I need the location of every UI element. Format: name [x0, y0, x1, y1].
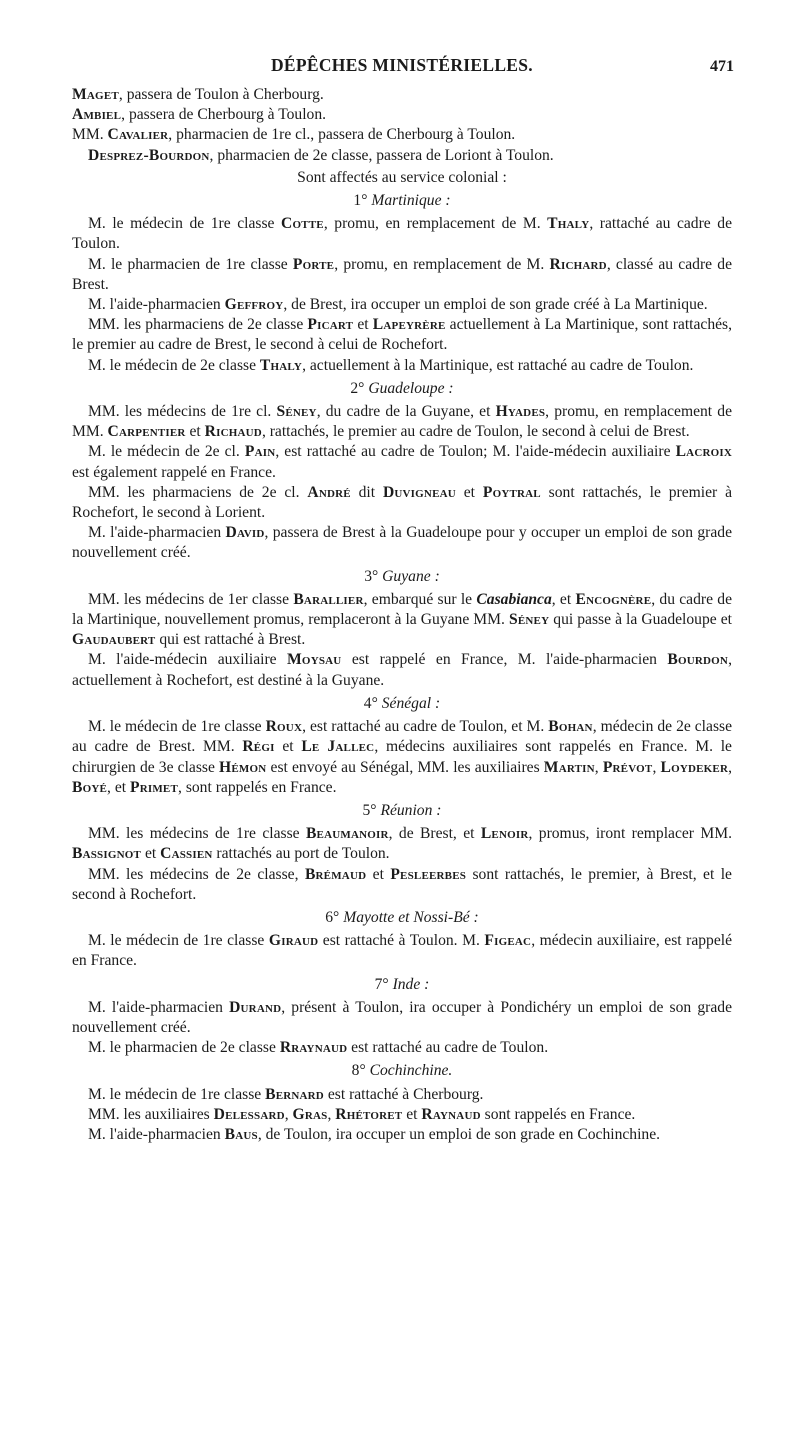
person-name: Lenoir	[480, 825, 529, 843]
text-run: ,	[728, 758, 733, 776]
text-run: 5°	[362, 801, 377, 819]
person-name: Picart	[307, 316, 354, 334]
person-name: Rraynaud	[279, 1039, 348, 1057]
text-run: , du cadre de la Guyane, et	[316, 403, 496, 421]
person-name: Durand	[229, 998, 282, 1016]
text-run: , promu, en remplacement de MM.	[72, 403, 732, 441]
section-heading-inde	[72, 975, 732, 995]
text-run: , passera de Brest à la Guadeloupe pour y occuper un emploi de son grade nouvellement créé.	[72, 524, 732, 562]
person-name: Lapeyrère	[372, 316, 446, 334]
text-run: et	[402, 1105, 422, 1123]
text-run: et	[274, 738, 302, 756]
section-title: Réunion :	[380, 801, 442, 819]
paragraph	[72, 824, 732, 864]
text-run: 4°	[363, 694, 378, 712]
text-run: , promu, en remplacement de M.	[323, 215, 548, 233]
text-run: , est rattaché au cadre de Toulon, et M.	[302, 718, 549, 736]
text-run: M. le médecin de 1re classe	[88, 932, 269, 950]
paragraph	[72, 442, 732, 482]
paragraph	[72, 483, 732, 523]
person-name: Cavalier	[107, 126, 169, 144]
text-run: , rattaché au cadre de Toulon.	[72, 215, 732, 253]
section-heading-guadeloupe	[72, 379, 732, 399]
text-run: , de Toulon, ira occuper un emploi de son grade en Cochinchine.	[257, 1125, 661, 1143]
paragraph-maget	[72, 85, 732, 105]
person-name: Régi	[242, 738, 275, 756]
paragraph	[72, 255, 732, 295]
section-heading-guyane	[72, 567, 732, 587]
text-run: ,	[327, 1105, 336, 1123]
section-heading-reunion	[72, 801, 732, 821]
page-number: 471	[710, 58, 734, 75]
paragraph	[72, 1038, 732, 1058]
person-name: Pesleerbes	[390, 865, 467, 883]
paragraph	[72, 1085, 732, 1105]
text-run: M. l'aide-pharmacien	[88, 296, 225, 314]
person-name: David	[225, 524, 265, 542]
text-run: MM.	[72, 126, 108, 144]
text-run: et	[366, 865, 391, 883]
text-run: 7°	[374, 975, 389, 993]
paragraph	[72, 1125, 732, 1145]
paragraph	[72, 931, 732, 971]
ship-name: Casabianca	[476, 590, 552, 608]
section-heading-cochinchine	[72, 1061, 732, 1081]
person-name: Bernard	[265, 1085, 324, 1103]
text-run: qui est rattaché à Brest.	[155, 631, 306, 649]
text-run: , est rattaché au cadre de Toulon; M. l'aide-médecin auxiliaire	[275, 443, 676, 461]
running-header	[72, 55, 732, 85]
person-name: Richard	[549, 255, 607, 273]
text-run: M. le médecin de 1re classe	[88, 1085, 266, 1103]
text-run: 2°	[350, 379, 365, 397]
text-run: , et	[551, 590, 576, 608]
section-title: Guadeloupe :	[368, 379, 454, 397]
section-heading-mayotte	[72, 908, 732, 928]
text-run: , embarqué sur le	[363, 590, 477, 608]
person-name: Figeac	[484, 932, 532, 950]
text-run: est également rappelé en France.	[72, 463, 276, 481]
person-name: Lacroix	[675, 443, 732, 461]
text-run: MM. les médecins de 1re cl.	[88, 403, 277, 421]
text-run: , et	[107, 778, 130, 796]
person-name: Richaud	[204, 423, 262, 441]
person-name: Hémon	[219, 758, 267, 776]
text-run: , promus, iront remplacer MM.	[528, 825, 732, 843]
paragraph	[72, 998, 732, 1038]
text-run: , classé au cadre de Brest.	[72, 255, 732, 293]
person-name: Hyades	[495, 403, 546, 421]
person-name: Gaudaubert	[72, 631, 156, 649]
person-name: Brémaud	[304, 865, 367, 883]
person-name: Martin	[543, 758, 595, 776]
text-run: , passera de Cherbourg à Toulon.	[121, 106, 327, 124]
text-run: ,	[594, 758, 603, 776]
text-run: MM. les médecins de 1re classe	[88, 825, 306, 843]
text-run: est rattaché à Toulon. M.	[318, 932, 485, 950]
person-name: Le Jallec	[301, 738, 375, 756]
person-name: Loydeker	[660, 758, 729, 776]
person-name: Moysau	[287, 651, 342, 669]
text-run: MM. les pharmaciens de 2e classe	[88, 316, 308, 334]
text-run: M. le médecin de 1re classe	[88, 215, 281, 233]
text-run: M. le médecin de 2e classe	[88, 356, 260, 374]
text-run: M. l'aide-médecin auxiliaire	[88, 651, 288, 669]
text-run: , actuellement à Rochefort, est destiné à la Guyane.	[72, 651, 732, 689]
text-run: ,	[284, 1105, 293, 1123]
text-run: et	[141, 845, 161, 863]
person-name: Séney	[276, 403, 317, 421]
text-run: qui passe à la Guadeloupe et	[549, 611, 732, 629]
person-name: Baus	[224, 1125, 258, 1143]
text-run: rattachés au port de Toulon.	[212, 845, 390, 863]
text-run: 3°	[364, 567, 379, 585]
person-name: Raynaud	[421, 1105, 481, 1123]
person-name: Bassignot	[72, 845, 142, 863]
paragraph	[72, 356, 732, 376]
person-name: Gras	[292, 1105, 328, 1123]
text-run: est rattaché au cadre de Toulon.	[347, 1039, 549, 1057]
person-name: Séney	[509, 611, 550, 629]
text-run: MM. les médecins de 1er classe	[88, 590, 294, 608]
person-name: Carpentier	[107, 423, 186, 441]
text-run: , de Brest, ira occuper un emploi de son grade créé à La Martinique.	[283, 296, 708, 314]
paragraph	[72, 650, 732, 690]
text-run: , médecin de 2e classe au cadre de Brest. MM.	[72, 718, 732, 756]
text-run: sont rattachés, le premier à Rochefort, le second à Lorient.	[72, 483, 732, 522]
text-run: sont rattachés, le premier, à Brest, et le second à Rochefort.	[72, 865, 732, 903]
text-run: , passera de Toulon à Cherbourg.	[118, 86, 324, 103]
person-name: Rhétoret	[335, 1105, 403, 1123]
person-name: Desprez-Bourdon	[88, 146, 210, 164]
paragraph	[72, 1105, 732, 1125]
text-run: et	[353, 316, 373, 334]
text-run: M. le pharmacien de 2e classe	[88, 1039, 280, 1057]
person-name: Pain	[244, 443, 276, 461]
person-name: Encognère	[575, 590, 652, 608]
person-name: Prévot	[602, 758, 653, 776]
text-run: , rattachés, le premier au cadre de Toulon, le second à celui de Brest.	[261, 423, 690, 441]
paragraph	[72, 295, 732, 315]
text-run: , promu, en remplacement de M.	[334, 255, 550, 273]
person-name: Ambiel	[72, 106, 122, 124]
text-run: MM. les auxiliaires	[88, 1105, 214, 1123]
text-run: MM. les médecins de 2e classe,	[88, 865, 305, 883]
text-run: M. le pharmacien de 1re classe	[88, 255, 293, 273]
document-page	[72, 55, 732, 1145]
text-run: M. le médecin de 2e cl.	[88, 443, 245, 461]
text-run: MM. les pharmaciens de 2e cl.	[88, 483, 308, 501]
paragraph	[72, 590, 732, 651]
paragraph	[72, 315, 732, 355]
text-run: , de Brest, et	[388, 825, 481, 843]
paragraph-cavalier	[72, 125, 732, 145]
section-title: Guyane :	[382, 567, 440, 585]
text-run: est rappelé en France, M. l'aide-pharmacien	[341, 651, 668, 669]
person-name: Maget	[72, 86, 119, 103]
text-run: 1°	[353, 192, 368, 210]
text-run: et	[185, 423, 205, 441]
text-run: , actuellement à la Martinique, est rattaché au cadre de Toulon.	[302, 356, 694, 374]
text-run: M. l'aide-pharmacien	[88, 524, 226, 542]
person-name: Primet	[130, 778, 179, 796]
paragraph	[72, 214, 732, 254]
person-name: Beaumanoir	[305, 825, 389, 843]
text-run: dit	[350, 483, 383, 501]
section-title: Mayotte et Nossi-Bé :	[343, 908, 479, 926]
person-name: André	[307, 483, 351, 501]
person-name: Cassien	[160, 845, 213, 863]
person-name: Delessard	[213, 1105, 285, 1123]
section-title: Martinique :	[371, 192, 451, 210]
text-run: , sont rappelés en France.	[178, 778, 337, 796]
section-heading-senegal	[72, 694, 732, 714]
section-title: Cochinchine.	[369, 1062, 453, 1080]
person-name: Boyé	[72, 778, 108, 796]
text-run: , du cadre de la Martinique, nouvellement promus, remplaceront à la Guyane MM.	[72, 590, 733, 629]
person-name: Poytral	[482, 483, 541, 501]
section-title: Inde :	[392, 975, 430, 993]
text-run: , médecin auxiliaire, est rappelé en France.	[72, 932, 733, 970]
text-run: est rattaché à Cherbourg.	[323, 1085, 484, 1103]
text-run: est envoyé au Sénégal, MM. les auxiliaires	[266, 758, 544, 776]
text-run: , médecins auxiliaires sont rappelés en France. M. le chirurgien de 3e classe	[72, 738, 732, 776]
person-name: Bourdon	[667, 651, 729, 669]
paragraph	[72, 523, 732, 563]
person-name: Thaly	[259, 356, 303, 374]
paragraph	[72, 865, 732, 905]
person-name: Porte	[292, 255, 335, 273]
text-run: , présent à Toulon, ira occuper à Pondichéry un emploi de son grade nouvellement créé.	[72, 998, 732, 1036]
text-run: 6°	[325, 908, 340, 926]
person-name: Barallier	[293, 590, 364, 608]
paragraph-desprez-bourdon	[72, 146, 732, 166]
text-run: actuellement à La Martinique, sont rattachés, le premier au cadre de Brest, le second à celui de Rochefort.	[72, 316, 733, 354]
text-run: ,	[652, 758, 661, 776]
person-name: Cotte	[281, 215, 324, 233]
person-name: Giraud	[268, 932, 319, 950]
person-name: Thaly	[547, 215, 590, 233]
text-run: M. le médecin de 1re classe	[88, 718, 266, 736]
text-run: M. l'aide-pharmacien	[88, 998, 230, 1016]
paragraph	[72, 717, 732, 798]
person-name: Geffroy	[224, 296, 284, 314]
text-run: , pharmacien de 1re cl., passera de Cherbourg à Toulon.	[168, 126, 516, 144]
text-run: sont rappelés en France.	[480, 1105, 636, 1123]
page-title: DÉPÊCHES MINISTÉRIELLES.	[270, 55, 533, 75]
paragraph-ambiel	[72, 105, 732, 125]
text-run: , pharmacien de 2e classe, passera de Loriont à Toulon.	[209, 146, 554, 164]
text-run: 8°	[351, 1062, 366, 1080]
paragraph	[72, 402, 732, 442]
person-name: Bohan	[548, 718, 593, 736]
section-title: Sénégal :	[381, 694, 441, 712]
section-heading-martinique	[72, 191, 732, 211]
colonial-service-heading: Sont affectés au service colonial :	[297, 168, 507, 186]
text-run: et	[455, 483, 483, 501]
person-name: Roux	[265, 718, 303, 736]
person-name: Duvigneau	[382, 483, 456, 501]
text-run: M. l'aide-pharmacien	[88, 1125, 225, 1143]
